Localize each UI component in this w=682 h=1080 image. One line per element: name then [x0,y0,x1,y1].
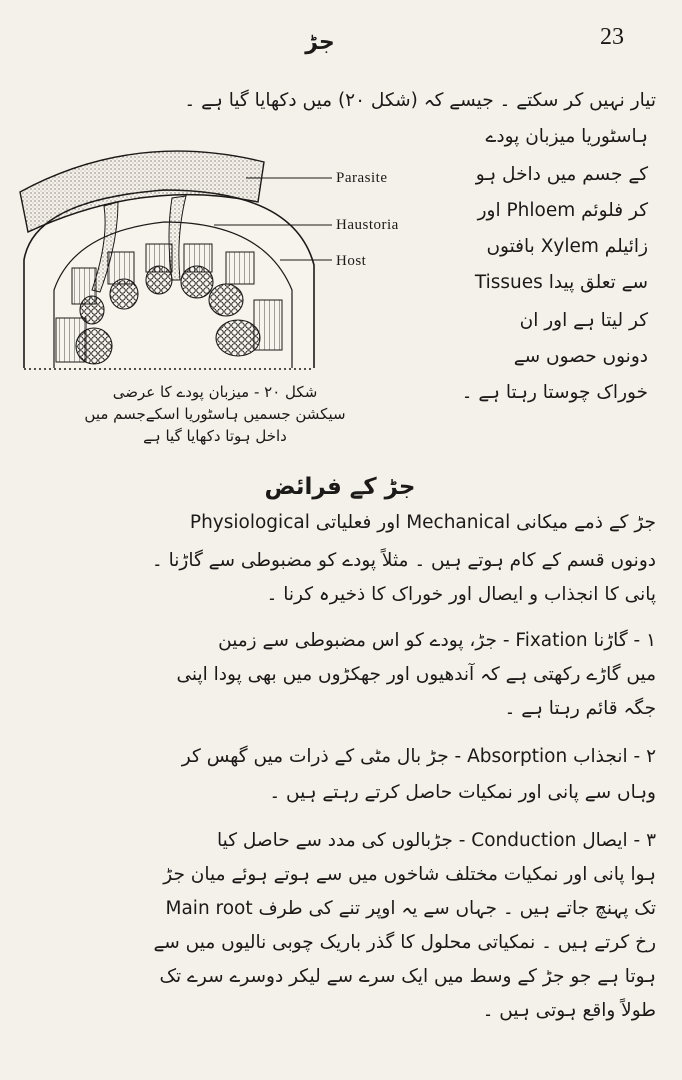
label-parasite: Parasite [336,170,388,186]
intro-line: تیار نہیں کر سکتے ۔ جیسے کہ (شکل ۲۰) میں دکھایا گیا ہے ۔ [184,90,656,111]
item-line: میں گاڑے رکھتی ہے کہ آندھیوں اور جھکڑوں میں بھی پودا اپنی [176,664,656,685]
item-fixation: ۱ - گاڑنا Fixation - جڑ، پودے کو اس مضبوطی سے زمین [218,630,656,651]
para-line: پانی کا انجذاب و ایصال اور خوراک کا ذخیرہ کرنا ۔ [266,584,656,605]
item-line: ہوا پانی اور نمکیات مختلف شاخوں میں سے ہوتے ہوئے میان جڑ [163,864,656,885]
side-line: Tissues سے تعلق پیدا [474,272,648,293]
header-title: جڑ [305,30,335,55]
side-line: ہاسٹوریا میزبان پودے [485,126,648,147]
item-line: رخ کرتے ہیں ۔ نمکیاتی محلول کا گذر باریک چوبی نالیوں میں سے [153,932,656,953]
side-line: خوراک چوستا رہتا ہے ۔ [461,382,648,403]
item-line: Main root تک پہنچ جاتے ہیں ۔ جہاں سے یہ اوپر تنے کی طرف [165,898,656,919]
item-line: وہاں سے پانی اور نمکیات حاصل کرتے رہتے ہیں ۔ [269,782,656,803]
item-absorption: ۲ - انجذاب Absorption - جڑ بال مٹی کے ذرات میں گھس کر [181,746,656,767]
item-conduction: ۳ - ایصال Conduction - جڑبالوں کی مدد سے حاصل کیا [216,830,656,851]
side-line: کے جسم میں داخل ہو [475,164,648,185]
item-line: طولاً واقع ہوتی ہیں ۔ [482,1000,656,1021]
figure-cross-section [14,140,332,372]
side-line: کر لیتا ہے اور ان [519,310,648,331]
label-haustoria: Haustoria [336,217,399,233]
figure-caption: شکل ۲۰ - میزبان پودے کا عرضی [112,383,318,401]
section-heading: جڑ کے فرائض [264,474,416,500]
para-line: دونوں قسم کے کام ہوتے ہیں ۔ مثلاً پودے کو مضبوطی سے گاڑنا ۔ [151,550,656,571]
figure-caption: داخل ہوتا دکھایا گیا ہے [143,427,287,445]
side-line: کر فلوئم Phloem اور [477,200,648,221]
item-line: ہوتا ہے جو جڑ کے وسط میں ایک سرے سے لیکر دوسرے سرے تک [159,966,656,987]
side-line: زائیلم Xylem بافتوں [486,236,648,257]
side-line: دونوں حصوں سے [513,346,648,367]
item-line: جگہ قائم رہتا ہے ۔ [504,698,656,719]
label-host: Host [336,253,367,269]
page-number: 23 [600,24,624,50]
para-line: جڑ کے ذمے میکانی Mechanical اور فعلیاتی Physiological [189,512,656,533]
figure-caption: سیکشن جسمیں ہاسٹوریا اسکےجسم میں [84,405,346,423]
cross-section-drawing [14,140,332,372]
